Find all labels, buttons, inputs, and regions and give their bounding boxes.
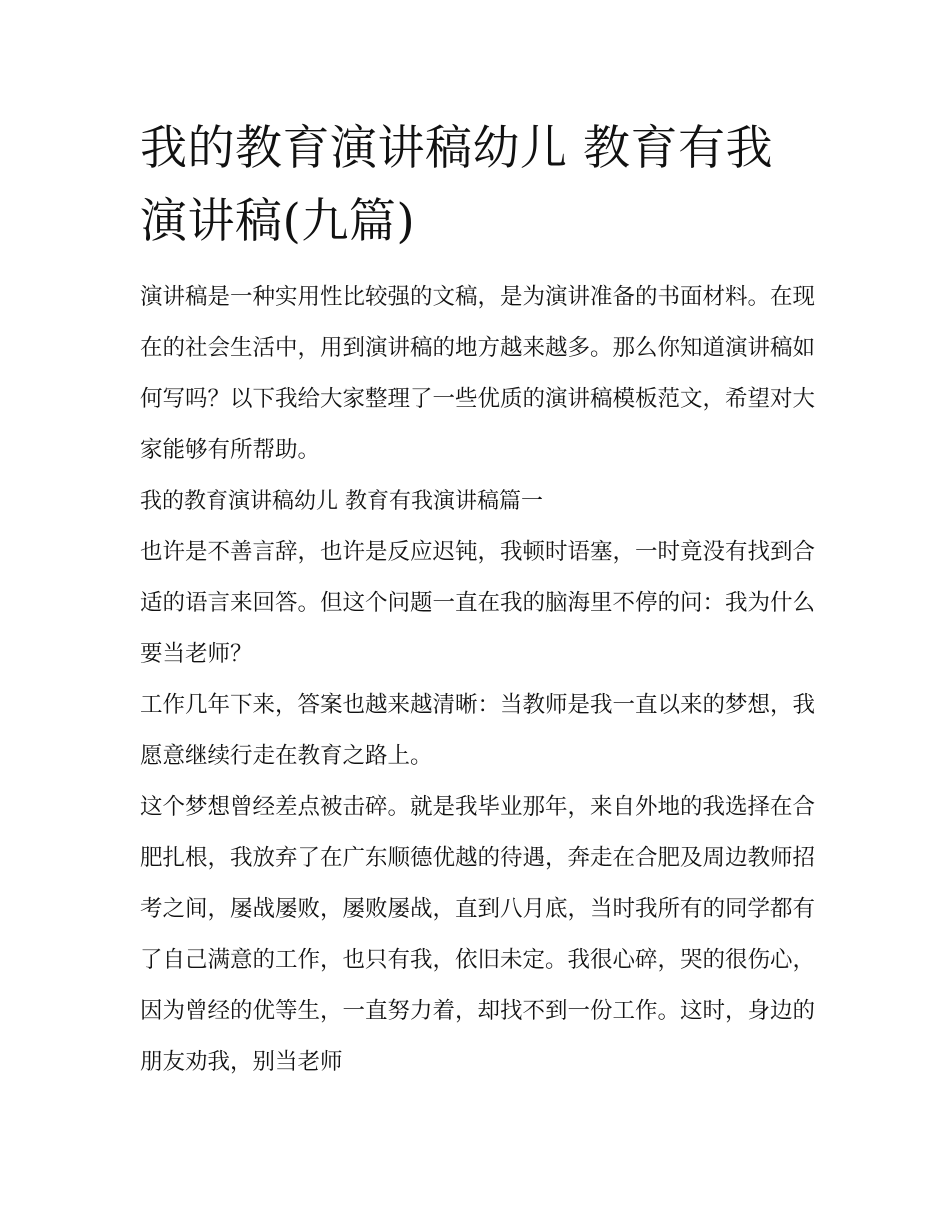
body-paragraph-3: 这个梦想曾经差点被击碎。就是我毕业那年，来自外地的我选择在合肥扎根，我放弃了在广东顺德优越的待遇，奔走在合肥及周边教师招考之间，屡战屡败，屡败屡战，直到八月底，当时我所有的同学都有了自己满意的工作，也只有我，依旧未定。我很心碎，哭的很伤心，因为曾经的优等生，一直努力着，却找不到一份工作。这时，身边的朋友劝我，别当老师 <box>140 794 816 1075</box>
section-heading: 我的教育演讲稿幼儿 教育有我演讲稿篇一 <box>140 489 543 514</box>
document-title: 我的教育演讲稿幼儿 教育有我演讲稿(九篇) <box>140 121 773 249</box>
body-paragraph-2: 工作几年下来，答案也越来越清晰：当教师是我一直以来的梦想，我愿意继续行走在教育之路上。 <box>140 692 816 769</box>
intro-paragraph: 演讲稿是一种实用性比较强的文稿，是为演讲准备的书面材料。在现在的社会生活中，用到演讲稿的地方越来越多。那么你知道演讲稿如何写吗？以下我给大家整理了一些优质的演讲稿模板范文，希望对大家能够有所帮助。 <box>140 284 816 463</box>
document-page <box>140 112 820 1088</box>
body-paragraph-1: 也许是不善言辞，也许是反应迟钝，我顿时语塞，一时竟没有找到合适的语言来回答。但这个问题一直在我的脑海里不停的问：我为什么要当老师？ <box>140 539 816 667</box>
